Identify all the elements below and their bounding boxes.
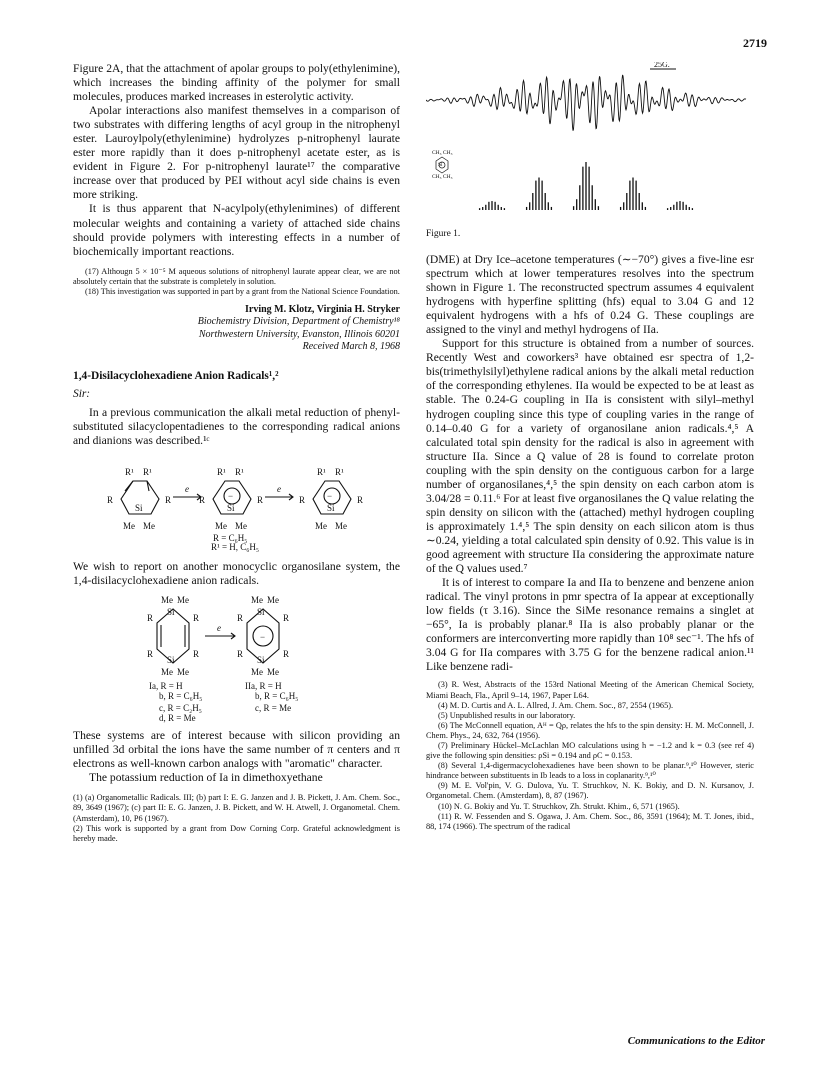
scheme-label: − bbox=[327, 491, 333, 502]
scheme-label: R bbox=[193, 613, 200, 624]
scheme-label: R bbox=[107, 495, 114, 506]
scheme-label: R¹ bbox=[217, 467, 226, 478]
scheme-label: R bbox=[237, 649, 244, 660]
scheme-label: R bbox=[147, 649, 154, 660]
scheme-label: Me bbox=[235, 521, 247, 532]
scheme-label: Me bbox=[177, 595, 189, 606]
footnote: (3) R. West, Abstracts of the 153rd National Meeting of the American Chemical Society, Miami Beach, Fla., April 9–14, 1967, Paper L64. bbox=[426, 680, 754, 700]
footnote: (1) (a) Organometallic Radicals. III; (b) part I: E. G. Janzen and J. B. Pickett, J. Am. Chem. Soc., 89, 3649 (1967); (c) part II: E. G. Janzen, J. B. Pickett, and W. H. Atwell, J. Organometal. Chem. (Amsterdam), 10, P6 (1967). bbox=[73, 793, 400, 823]
scheme-label: Si bbox=[167, 655, 175, 666]
paragraph: The potassium reduction of Ia in dimethoxyethane bbox=[89, 771, 323, 785]
scheme-label: R bbox=[257, 495, 264, 506]
scheme-label: R bbox=[165, 495, 172, 506]
compound-label: c, R = Me bbox=[255, 703, 292, 714]
paragraph: It is of interest to compare Ia and IIa to benzene and benzene anion radical. The vinyl protons in pmr spectra of Ia appear at exceptionally low fields (τ 3.16). Since the SiMe resonance remains a singlet at −65°, Ia is probably planar.⁸ IIa is also probably planar or the conformers are interconverting more rapidly than 10⁸ sec⁻¹. The hfs of 3.04 G for IIa compares with 3.75 G for the benzene radical anion.¹¹ Like benzene radi- bbox=[426, 576, 754, 674]
scheme-label: Me bbox=[315, 521, 327, 532]
footnote: (6) The McConnell equation, Aᴴ = Qρ, relates the hfs to the spin density: H. M. McConnell, J. Chem. Phys., 24, 632, 764 (1956). bbox=[426, 720, 754, 740]
received-date: Received March 8, 1968 bbox=[302, 341, 400, 353]
scheme-label: Si bbox=[257, 607, 265, 618]
scheme-label: R¹ bbox=[335, 467, 344, 478]
paragraph: We wish to report on another monocyclic organosilane system, the 1,4-disilacyclohexadiene anion radicals. bbox=[73, 560, 400, 588]
affiliation: Biochemistry Division, Department of Chemistry¹⁸ bbox=[197, 316, 400, 328]
scale-label: 25G. bbox=[654, 62, 670, 69]
scheme-label: Si bbox=[227, 503, 235, 514]
paragraph: It is thus apparent that N-acylpoly(ethylenimines) of different molecular weights and containing a variety of attached side chains should provide polymers with interesting effects in a number of biochemically important reactions. bbox=[73, 202, 400, 258]
footnote: (18) This investigation was supported in part by a grant from the National Science Foundation. bbox=[85, 286, 400, 296]
scheme-label: Me bbox=[161, 667, 173, 678]
paragraph: Support for this structure is obtained from a number of sources. Recently West and coworkers³ have obtained esr spectra of 1,2-bis(trimethylsilyl)ethylene radical anions by the alkali metal reduction of the corresponding ethylenes. IIa would be expected to be at least as stable. The 0.24-G coupling in IIa is consistent with silyl–methyl hydrogen coupling since this type of coupling varies in the range of 0.14–0.40 G for a variety of organosilane anion radicals.⁴,⁵ A calculated total spin density for the radical is also in agreement with structure IIa. Since a Q value of 28 is found to correlate proton coupling with the spin density on the contiguous carbon for a large number of organosilanes,⁴,⁵ the spin density on each carbon atom is 3.04/28 = 0.11.⁶ For at least five organosilanes the Q value relating the spin density on silicon with the (attached) methyl hydrogen coupling is approximately 1.⁴,⁵ The spin density on each silicon atom is thus ∼0.24, yielding a total calculated spin density of 0.92. This value is in good agreement with structure IIa considering the approximate nature of the Q values used.⁷ bbox=[426, 337, 754, 576]
scheme-label: R bbox=[147, 613, 154, 624]
scheme-label: Me bbox=[267, 667, 279, 678]
paragraph: Figure 2A, that the attachment of apolar groups to poly(ethylenimine), which increases the binding affinity of the polymer for small molecules, produces marked increases in esterolytic activity. bbox=[73, 62, 400, 104]
page-footer: Communications to the Editor bbox=[627, 1035, 765, 1047]
paragraph: (DME) at Dry Ice–acetone temperatures (∼−70°) gives a five-line esr spectrum which at lower temperatures resolves into the spectrum shown in Figure 1. The reconstructed spectrum assumes 4 equivalent hydrogens with hyperfine splitting (hfs) equal to 3.04 G and 12 equivalent hydrogens with a hfs of 0.24 G. These couplings are assigned to the vinyl and methyl hydrogens of IIa. bbox=[426, 253, 754, 337]
scheme-label: R¹ bbox=[143, 467, 152, 478]
experimental-trace bbox=[426, 75, 746, 130]
scheme-label: Me bbox=[161, 595, 173, 606]
scheme-label: R bbox=[193, 649, 200, 660]
left-column bbox=[73, 62, 400, 844]
scheme-label: − bbox=[260, 632, 266, 643]
page-number: 2719 bbox=[743, 36, 767, 50]
esr-figure bbox=[426, 62, 754, 227]
scheme-label: R bbox=[199, 495, 206, 506]
reaction-scheme-1 bbox=[73, 451, 400, 543]
scheme-label: Me bbox=[251, 667, 263, 678]
scheme-label: R bbox=[237, 613, 244, 624]
scheme-label: R bbox=[357, 495, 364, 506]
compound-label: Ia, R = H bbox=[149, 681, 183, 692]
structure-label: CH₃ CH₃ bbox=[432, 150, 453, 156]
footnote: (11) R. W. Fessenden and S. Ogawa, J. Am. Chem. Soc., 86, 3591 (1964); M. T. Jones, ibid., 88, 174 (1966). The spectrum of the radical bbox=[426, 811, 754, 831]
article-title: 1,4-Disilacyclohexadiene Anion Radicals¹,² bbox=[73, 369, 279, 382]
compound-label: d, R = Me bbox=[159, 713, 196, 724]
author-names: Irving M. Klotz, Virginia H. Stryker bbox=[245, 303, 400, 315]
scheme-label: R = C₆H₅ bbox=[213, 533, 248, 544]
compound-label: IIa, R = H bbox=[245, 681, 282, 692]
scheme-label: R¹ bbox=[317, 467, 326, 478]
scheme-label: Me bbox=[251, 595, 263, 606]
scheme-label: Me bbox=[123, 521, 135, 532]
scheme-label: Me bbox=[335, 521, 347, 532]
scheme-label: R bbox=[283, 613, 290, 624]
paragraph: In a previous communication the alkali metal reduction of phenyl-substituted silacyclopentadienes to the corresponding radical anions and dianions was described.¹ᶜ bbox=[73, 405, 400, 448]
salutation: Sir: bbox=[73, 387, 91, 400]
scheme-label: Si bbox=[257, 655, 265, 666]
scheme-label: Si bbox=[327, 503, 335, 514]
esr-spectrum bbox=[426, 62, 754, 227]
footnote: (5) Unpublished results in our laboratory. bbox=[438, 710, 576, 720]
scheme-label: e bbox=[185, 484, 189, 495]
footnote: (17) Althougn 5 × 10⁻⁵ M aqueous solutions of nitrophenyl laurate appear clear, we are not absolutely certain that the substrate is completely in solution. bbox=[73, 266, 400, 286]
footnote: (10) N. G. Bokiy and Yu. T. Struchkov, Zh. Strukt. Khim., 6, 571 (1965). bbox=[438, 801, 680, 811]
reaction-scheme-2 bbox=[73, 591, 400, 703]
structure-label: Si bbox=[438, 162, 443, 168]
scheme-label: R¹ = H, C₆H₅ bbox=[211, 542, 260, 553]
scheme-label: Me bbox=[267, 595, 279, 606]
scheme-label: − bbox=[228, 491, 234, 502]
scheme-label: Me bbox=[177, 667, 189, 678]
affiliation: Northwestern University, Evanston, Illinois 60201 bbox=[198, 328, 400, 340]
footnote: (2) This work is supported by a grant from Dow Corning Corp. Grateful acknowledgment is hereby made. bbox=[73, 823, 400, 843]
scheme-label: Si bbox=[135, 503, 143, 514]
scheme-label: Me bbox=[143, 521, 155, 532]
author-block bbox=[73, 304, 400, 354]
compound-label: b, R = C₆H₅ bbox=[159, 691, 203, 702]
scheme-label: R¹ bbox=[125, 467, 134, 478]
footnote: (9) M. E. Vol'pin, V. G. Dulova, Yu. T. Struchkov, N. K. Bokiy, and D. N. Kursanov, J. Organometal. Chem. (Amsterdam), 8, 87 (1967). bbox=[426, 781, 754, 801]
scheme-label: R bbox=[299, 495, 306, 506]
scheme-label: e bbox=[217, 623, 221, 634]
structure-label: CH₃ CH₃ bbox=[432, 174, 453, 180]
scheme-label: R bbox=[283, 649, 290, 660]
compound-label: c, R = C₂H₅ bbox=[159, 703, 202, 714]
paragraph: These systems are of interest because with silicon providing an unfilled 3d orbital the ions have the same number of π centers and π electrons as well-known carbon analogs with "aromatic" character. bbox=[73, 729, 400, 771]
compound-label: b, R = C₆H₅ bbox=[255, 691, 299, 702]
compound-label-row bbox=[73, 713, 400, 723]
figure-caption: Figure 1. bbox=[426, 229, 461, 239]
right-column bbox=[426, 62, 754, 832]
scheme-label: Me bbox=[215, 521, 227, 532]
scheme-label: R¹ bbox=[235, 467, 244, 478]
paragraph: Apolar interactions also manifest themselves in a comparison of two substrates with differing lengths of acyl group in the nitrophenyl ester. Lauroylpoly(ethylenimine) hydrolyzes p-nitrophenyl laurate ester more rapidly than it does p-nitrophenyl acetate ester, as is evident in Figure 2. For p-nitrophenyl laurate¹⁷ the comparative increase over that produced by PEI without acyl side chains is even more striking. bbox=[73, 104, 400, 202]
scheme-label: e bbox=[277, 484, 281, 495]
reconstructed-stick-spectrum bbox=[480, 162, 693, 210]
footnote: (7) Preliminary Hückel–McLachlan MO calculations using h = −1.2 and k = 0.3 (see ref 4) give the following spin densities: ρSi = 0.194 and ρC = 0.153. bbox=[426, 740, 754, 761]
footnote: (8) Several 1,4-digermacyclohexadienes have been shown to be planar.⁹,¹⁰ However, steric hindrance between substituents in Ib leads to a loss in coplanarity.⁹,¹⁰ bbox=[426, 761, 754, 781]
scheme-label: Si bbox=[167, 607, 175, 618]
footnote: (4) M. D. Curtis and A. L. Allred, J. Am. Chem. Soc., 87, 2554 (1965). bbox=[438, 700, 674, 710]
